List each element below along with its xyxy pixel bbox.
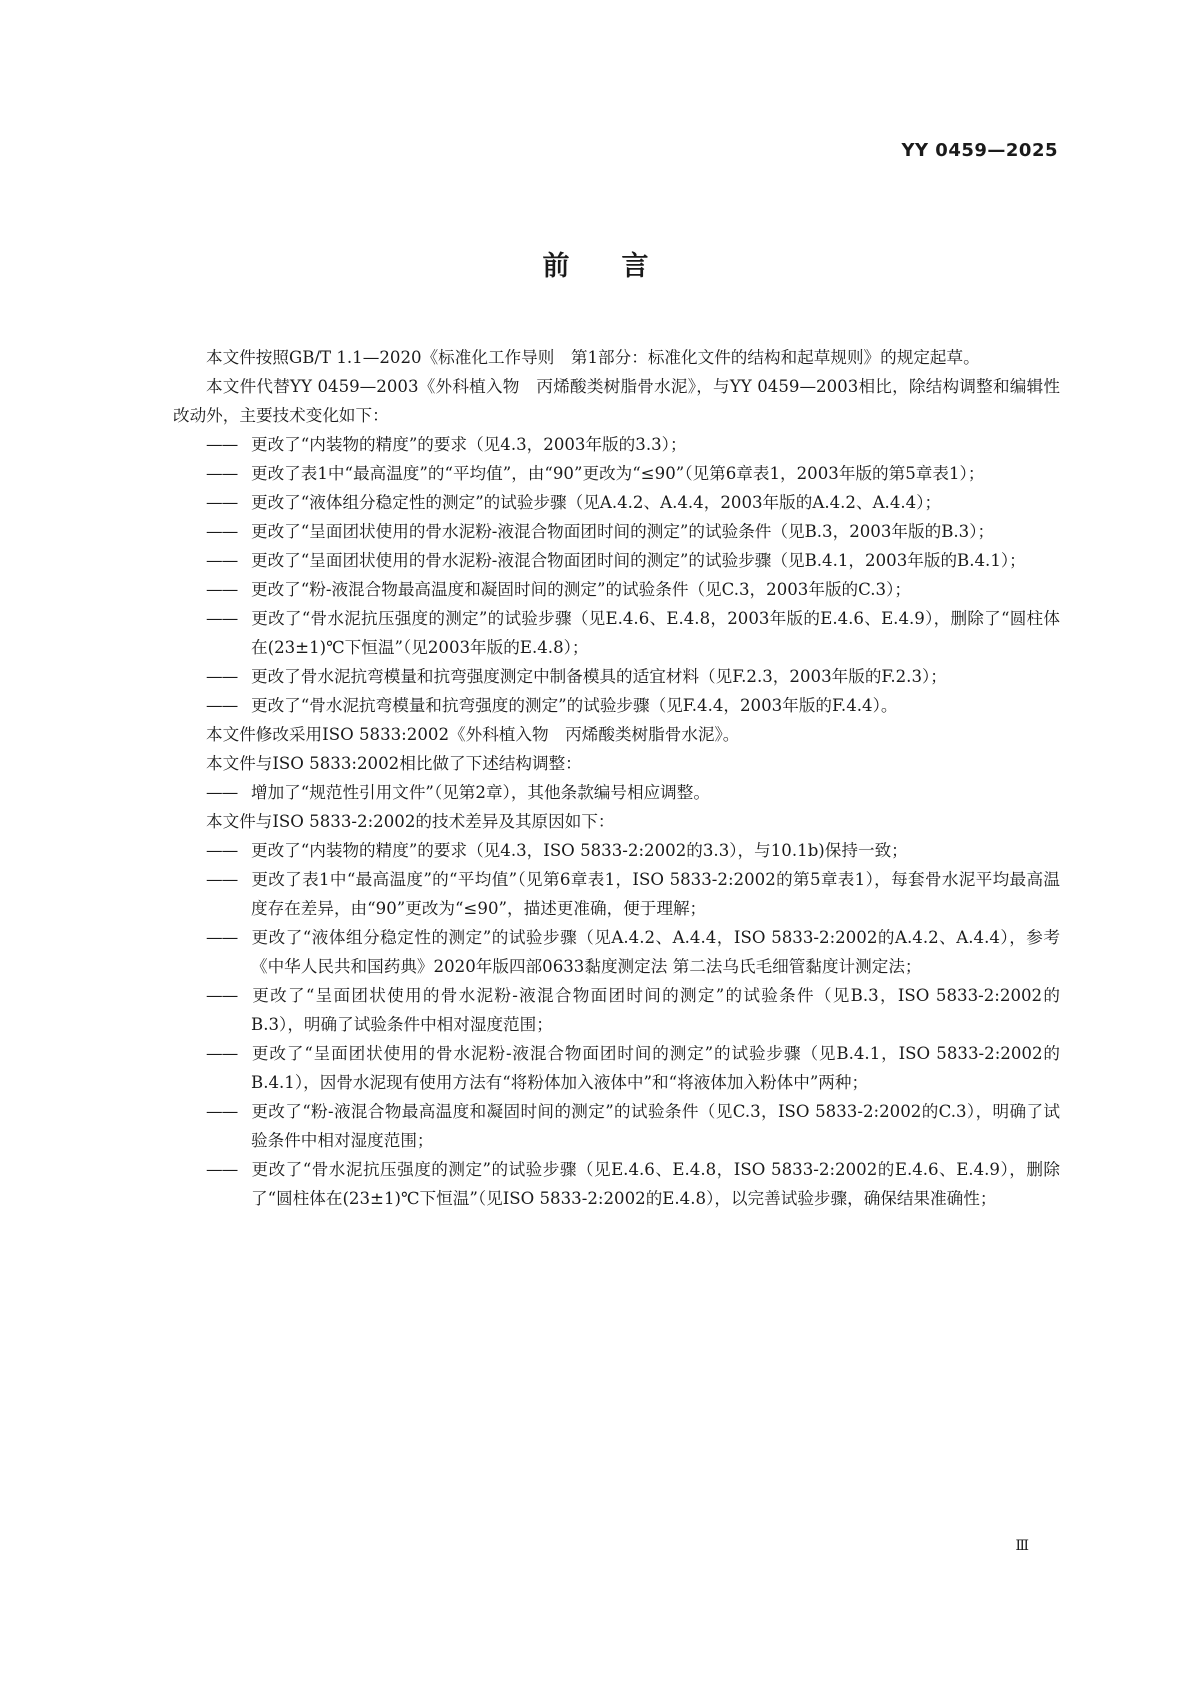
paragraph-text: 更改了“呈面团状使用的骨水泥粉-液混合物面团时间的测定”的试验条件（见B.3，ISO 5833-2:2002的B.3），明确了试验条件中相对湿度范围； <box>251 986 1060 1034</box>
dash-list-item <box>206 662 1060 691</box>
paragraph-text: 本文件与ISO 5833:2002相比做了下述结构调整： <box>206 754 582 773</box>
paragraph-text: 本文件与ISO 5833-2:2002的技术差异及其原因如下： <box>206 812 615 831</box>
paragraph-text: 更改了“粉-液混合物最高温度和凝固时间的测定”的试验条件（见C.3，ISO 5833-2:2002的C.3），明确了试验条件中相对湿度范围； <box>251 1102 1060 1150</box>
list-dash: —— <box>206 1160 238 1179</box>
paragraph-text: 更改了“骨水泥抗弯模量和抗弯强度的测定”的试验步骤（见F.4.4，2003年版的F.4.4）。 <box>251 696 898 715</box>
standard-code: YY 0459—2025 <box>901 140 1058 161</box>
dash-list-item <box>206 488 1060 517</box>
dash-list-item <box>206 546 1060 575</box>
paragraph-text: 更改了“内装物的精度”的要求（见4.3，ISO 5833-2:2002的3.3），与10.1b)保持一致； <box>251 841 908 860</box>
paragraph-text: 更改了“内装物的精度”的要求（见4.3，2003年版的3.3）； <box>251 435 687 454</box>
paragraph <box>173 372 1060 430</box>
dash-list-item <box>206 517 1060 546</box>
dash-list-item <box>206 981 1060 1039</box>
list-dash: —— <box>206 696 238 715</box>
list-dash: —— <box>206 928 238 947</box>
paragraph-text: 更改了“液体组分稳定性的测定”的试验步骤（见A.4.2、A.4.4，ISO 5833-2:2002的A.4.2、A.4.4），参考《中华人民共和国药典》2020年版四部0633黏度测定法 第二法乌氏毛细管黏度计测定法； <box>251 928 1060 976</box>
paragraph-text: 增加了“规范性引用文件”（见第2章），其他条款编号相应调整。 <box>251 783 710 802</box>
list-dash: —— <box>206 464 238 483</box>
dash-list-item <box>206 459 1060 488</box>
paragraph-text: 本文件修改采用ISO 5833:2002《外科植入物 丙烯酸类树脂骨水泥》。 <box>206 725 740 744</box>
list-dash: —— <box>206 522 238 541</box>
dash-list-item <box>206 430 1060 459</box>
page-number: Ⅲ <box>1015 1538 1029 1554</box>
list-dash: —— <box>206 1044 238 1063</box>
list-dash: —— <box>206 986 238 1005</box>
list-dash: —— <box>206 609 238 628</box>
paragraph-text: 更改了“骨水泥抗压强度的测定”的试验步骤（见E.4.6、E.4.8，2003年版的E.4.6、E.4.9），删除了“圆柱体在(23±1)℃下恒温”（见2003年版的E.4.8）； <box>251 609 1060 657</box>
dash-list-item <box>206 691 1060 720</box>
paragraph <box>173 720 1060 749</box>
dash-list-item <box>206 1039 1060 1097</box>
page-title: 前言 <box>542 251 701 282</box>
foreword-body <box>173 343 1060 1213</box>
list-dash: —— <box>206 667 238 686</box>
dash-list-item <box>206 865 1060 923</box>
dash-list-item <box>206 1097 1060 1155</box>
paragraph-text: 更改了骨水泥抗弯模量和抗弯强度测定中制备模具的适宜材料（见F.2.3，2003年版的F.2.3）； <box>251 667 947 686</box>
paragraph-text: 更改了“呈面团状使用的骨水泥粉-液混合物面团时间的测定”的试验条件（见B.3，2003年版的B.3）； <box>251 522 995 541</box>
list-dash: —— <box>206 551 238 570</box>
list-dash: —— <box>206 870 238 889</box>
paragraph-text: 本文件按照GB/T 1.1—2020《标准化工作导则 第1部分：标准化文件的结构和起草规则》的规定起草。 <box>206 348 980 367</box>
list-dash: —— <box>206 1102 238 1121</box>
dash-list-item <box>206 923 1060 981</box>
paragraph-text: 本文件代替YY 0459—2003《外科植入物 丙烯酸类树脂骨水泥》，与YY 0459—2003相比，除结构调整和编辑性改动外，主要技术变化如下： <box>173 377 1060 425</box>
paragraph-text: 更改了“骨水泥抗压强度的测定”的试验步骤（见E.4.6、E.4.8，ISO 5833-2:2002的E.4.6、E.4.9），删除了“圆柱体在(23±1)℃下恒温”（见ISO 5833-2:2002的E.4.8），以完善试验步骤，确保结果准确性； <box>251 1160 1060 1208</box>
paragraph-text: 更改了“呈面团状使用的骨水泥粉-液混合物面团时间的测定”的试验步骤（见B.4.1，2003年版的B.4.1）； <box>251 551 1026 570</box>
list-dash: —— <box>206 783 238 802</box>
dash-list-item <box>206 604 1060 662</box>
paragraph-text: 更改了表1中“最高温度”的“平均值”（见第6章表1，ISO 5833-2:2002的第5章表1），每套骨水泥平均最高温度存在差异，由“90”更改为“≤90”，描述更准确，便于理解； <box>251 870 1060 918</box>
list-dash: —— <box>206 435 238 454</box>
paragraph <box>173 343 1060 372</box>
paragraph-text: 更改了表1中“最高温度”的“平均值”，由“90”更改为“≤90”（见第6章表1，2003年版的第5章表1）； <box>251 464 985 483</box>
list-dash: —— <box>206 841 238 860</box>
list-dash: —— <box>206 493 238 512</box>
paragraph-text: 更改了“液体组分稳定性的测定”的试验步骤（见A.4.2、A.4.4，2003年版的A.4.2、A.4.4）； <box>251 493 942 512</box>
paragraph-text: 更改了“粉-液混合物最高温度和凝固时间的测定”的试验条件（见C.3，2003年版的C.3）； <box>251 580 911 599</box>
dash-list-item <box>206 778 1060 807</box>
dash-list-item <box>206 836 1060 865</box>
dash-list-item <box>206 1155 1060 1213</box>
paragraph <box>173 807 1060 836</box>
paragraph-text: 更改了“呈面团状使用的骨水泥粉-液混合物面团时间的测定”的试验步骤（见B.4.1，ISO 5833-2:2002的B.4.1），因骨水泥现有使用方法有“将粉体加入液体中”和“将液体加入粉体中”两种； <box>251 1044 1060 1092</box>
dash-list-item <box>206 575 1060 604</box>
paragraph <box>173 749 1060 778</box>
list-dash: —— <box>206 580 238 599</box>
